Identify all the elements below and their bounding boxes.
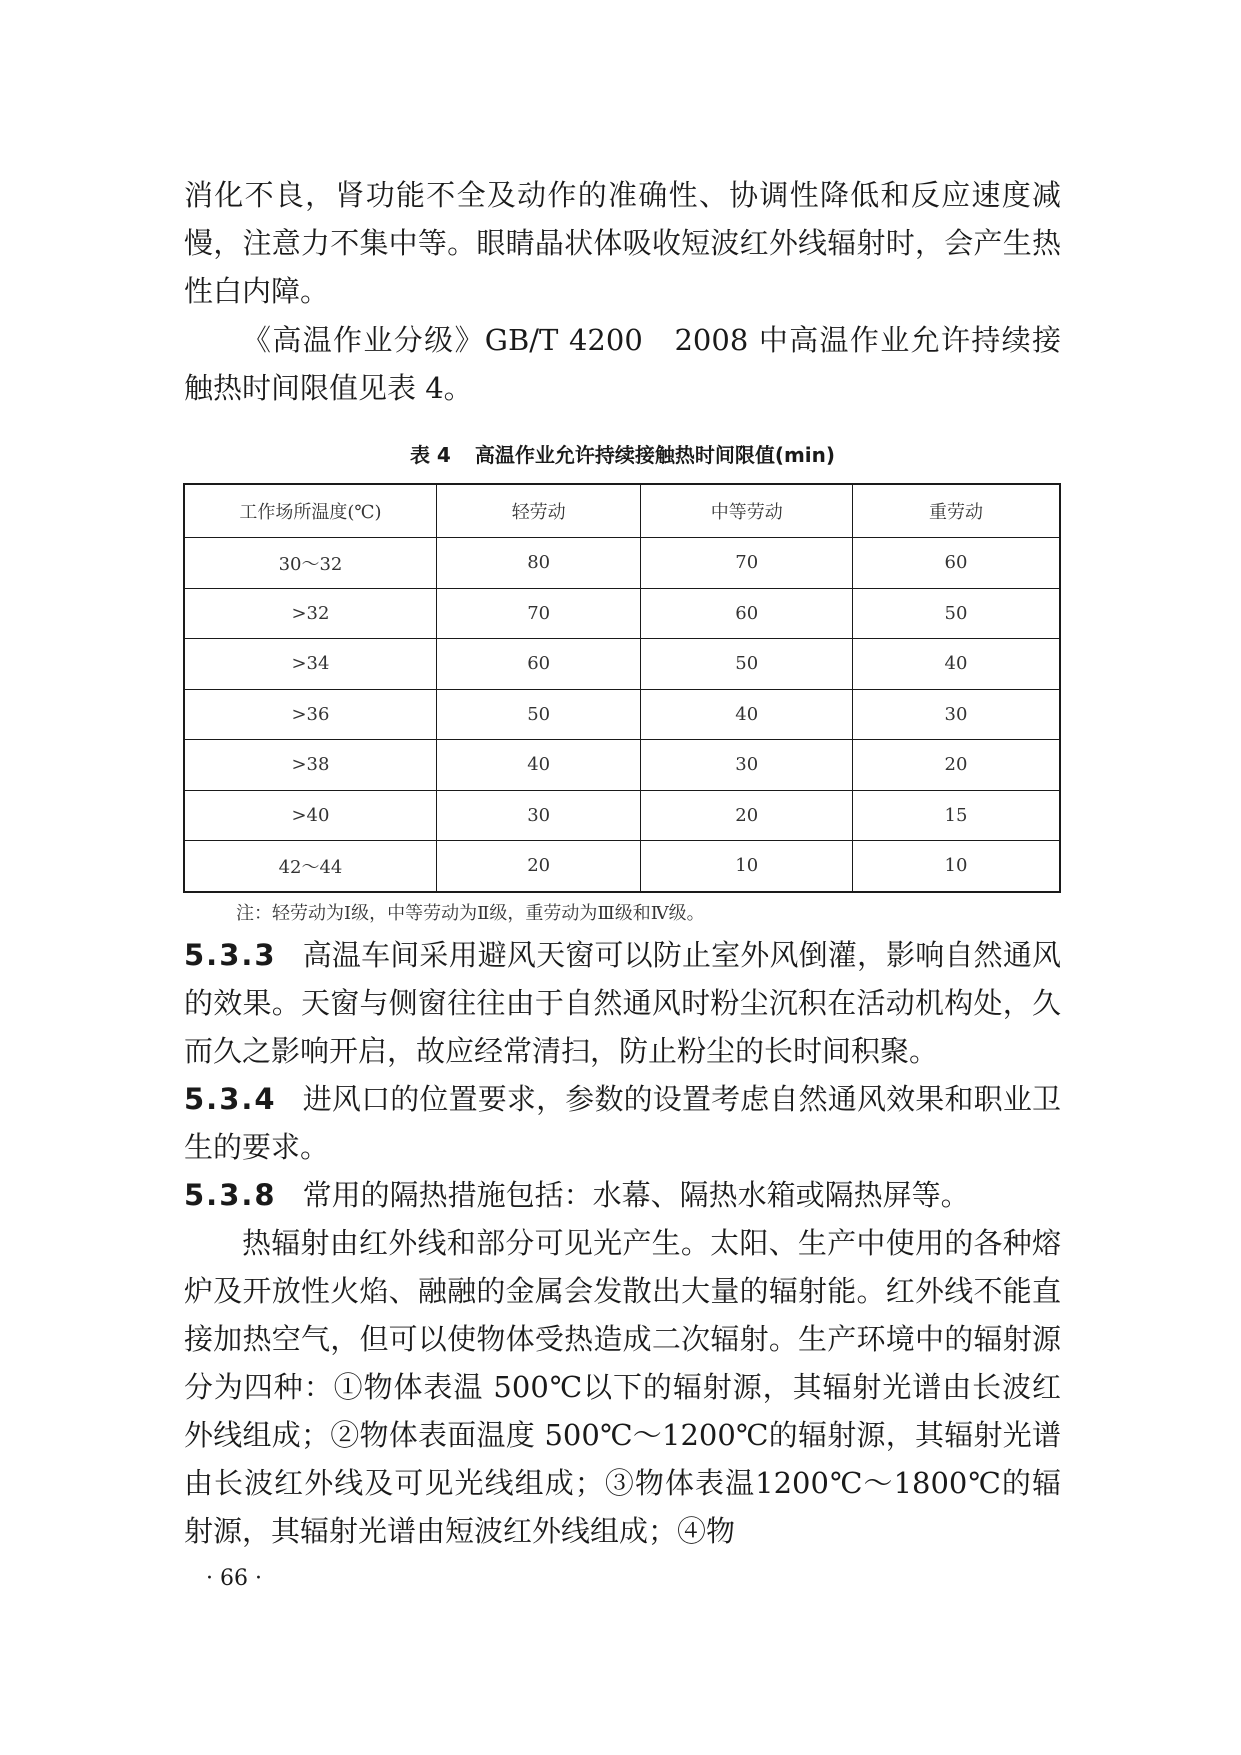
cell-light: 80: [436, 538, 641, 589]
header-temperature: 工作场所温度(℃): [184, 484, 436, 538]
table-row: [184, 740, 1060, 791]
cell-light: 40: [436, 740, 641, 791]
table-row: [184, 639, 1060, 690]
cell-moderate: 50: [641, 639, 853, 690]
cell-heavy: 50: [852, 588, 1060, 639]
paragraph-standard-reference: 《高温作业分级》GB/T 4200 2008 中高温作业允许持续接触热时间限值见表 4。: [184, 323, 1061, 405]
table-row: [184, 689, 1060, 740]
heat-exposure-table: [183, 483, 1061, 893]
table-caption-title: 高温作业允许持续接触热时间限值(min): [474, 443, 836, 467]
section-text: 高温车间采用避风天窗可以防止室外风倒灌，影响自然通风的效果。天窗与侧窗往往由于自然通风时粉尘沉积在活动机构处，久而久之影响开启，故应经常清扫，防止粉尘的长时间积聚。: [184, 938, 1061, 1068]
table-caption-label: 表 4: [409, 443, 451, 467]
header-moderate-labor: 中等劳动: [641, 484, 853, 538]
table-caption: [184, 440, 1061, 470]
table-header-row: [184, 484, 1060, 538]
cell-moderate: 40: [641, 689, 853, 740]
cell-temperature: >36: [184, 689, 436, 740]
cell-moderate: 60: [641, 588, 853, 639]
cell-heavy: 20: [852, 740, 1060, 791]
section-text: 进风口的位置要求，参数的设置考虑自然通风效果和职业卫生的要求。: [184, 1082, 1061, 1164]
cell-temperature: >40: [184, 790, 436, 841]
cell-temperature: >34: [184, 639, 436, 690]
header-heavy-labor: 重劳动: [852, 484, 1060, 538]
section-number: 5.3.8: [184, 1178, 277, 1212]
paragraph-symptoms: 消化不良，肾功能不全及动作的准确性、协调性降低和反应速度减慢，注意力不集中等。眼睛晶状体吸收短波红外线辐射时，会产生热性白内障。: [184, 178, 1061, 308]
page-number: · 66 ·: [206, 1566, 262, 1591]
cell-heavy: 40: [852, 639, 1060, 690]
header-light-labor: 轻劳动: [436, 484, 641, 538]
cell-moderate: 20: [641, 790, 853, 841]
cell-light: 30: [436, 790, 641, 841]
table-row: [184, 790, 1060, 841]
cell-temperature: >38: [184, 740, 436, 791]
table-row: [184, 538, 1060, 589]
section-5-3-8: [184, 1171, 1061, 1219]
cell-light: 70: [436, 588, 641, 639]
cell-light: 60: [436, 639, 641, 690]
cell-temperature: 42～44: [184, 841, 436, 892]
section-text: 常用的隔热措施包括：水幕、隔热水箱或隔热屏等。: [302, 1178, 970, 1212]
section-number: 5.3.3: [184, 938, 277, 972]
cell-heavy: 30: [852, 689, 1060, 740]
table-row: [184, 841, 1060, 892]
cell-temperature: >32: [184, 588, 436, 639]
section-number: 5.3.4: [184, 1082, 277, 1116]
table-note: 注：轻劳动为Ⅰ级，中等劳动为Ⅱ级，重劳动为Ⅲ级和Ⅳ级。: [236, 903, 705, 924]
cell-moderate: 10: [641, 841, 853, 892]
paragraph-heat-radiation: 热辐射由红外线和部分可见光产生。太阳、生产中使用的各种熔炉及开放性火焰、融融的金属会发散出大量的辐射能。红外线不能直接加热空气，但可以使物体受热造成二次辐射。生产环境中的辐射源分为四种：①物体表温 500℃以下的辐射源，其辐射光谱由长波红外线组成；②物体表面温度 500℃～1200℃的辐射源，其辐射光谱由长波红外线及可见光线组成；③物体表温1200℃～1800℃的辐射源，其辐射光谱由短波红外线组成；④物: [184, 1226, 1061, 1548]
cell-moderate: 70: [641, 538, 853, 589]
cell-light: 20: [436, 841, 641, 892]
cell-light: 50: [436, 689, 641, 740]
cell-heavy: 60: [852, 538, 1060, 589]
cell-heavy: 10: [852, 841, 1060, 892]
section-5-3-3: [184, 931, 1061, 1075]
section-5-3-4: [184, 1075, 1061, 1171]
cell-moderate: 30: [641, 740, 853, 791]
cell-temperature: 30～32: [184, 538, 436, 589]
table-row: [184, 588, 1060, 639]
cell-heavy: 15: [852, 790, 1060, 841]
